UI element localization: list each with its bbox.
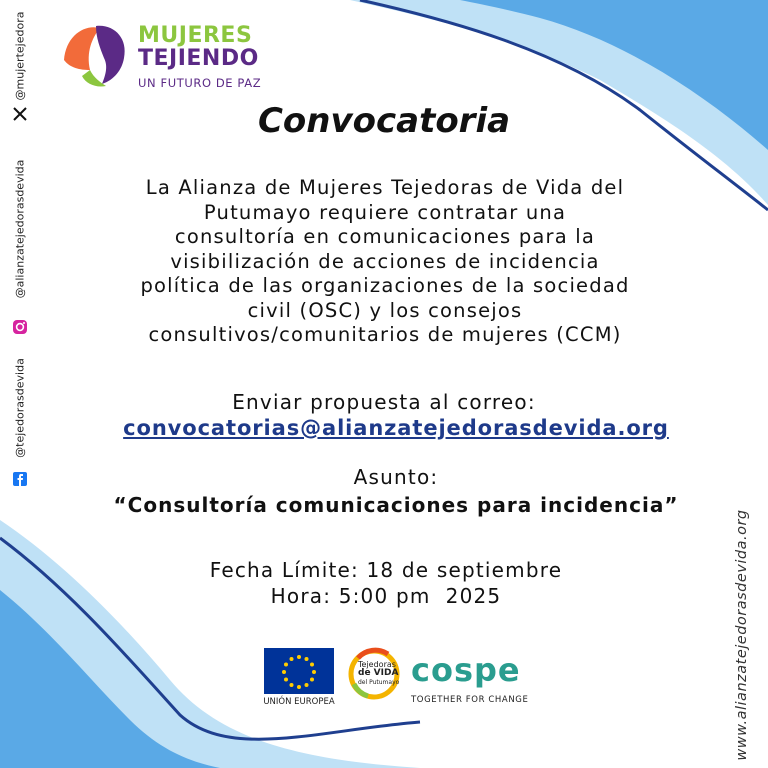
tejedoras-line-3: del Putumayo: [358, 679, 400, 686]
tejedoras-text: [358, 660, 402, 687]
eu-flag-icon: [264, 648, 334, 694]
cospe-tagline: TOGETHER FOR CHANGE: [411, 695, 529, 705]
logo-line-1: MUJERES: [138, 23, 253, 48]
eu-stars-icon: [264, 648, 334, 694]
description: [60, 176, 710, 348]
instagram-handle: @alianzatejedorasdevida: [13, 159, 27, 299]
description-line: consultivos/comunitarios de mujeres (CCM): [148, 323, 622, 346]
send-label: Enviar propuesta al correo:: [232, 390, 536, 414]
website-url[interactable]: www.alianzatejedorasdevida.org: [734, 509, 750, 761]
page-title: Convocatoria: [257, 101, 511, 141]
description-line: La Alianza de Mujeres Tejedoras de Vida del: [145, 176, 625, 199]
deadline-block: [0, 557, 768, 609]
instagram-icon: [12, 319, 28, 335]
description-line: consultoría en comunicaciones para la: [174, 225, 596, 248]
subject-value: “Consultoría comunicaciones para incidencia”: [113, 493, 679, 517]
logo-tagline: UN FUTURO DE PAZ: [138, 76, 262, 90]
tejedoras-line-1: Tejedoras: [358, 660, 396, 669]
description-line: visibilización de acciones de incidencia: [170, 249, 600, 273]
tejedoras-line-2: de VIDA: [358, 668, 399, 678]
twitter-handle: @mujertejedora: [13, 11, 27, 101]
description-line: política de las organizaciones de la sociedad: [140, 274, 630, 297]
subject-label: Asunto:: [353, 465, 439, 489]
logo-title: [138, 24, 259, 70]
eu-label: UNIÓN EUROPEA: [263, 697, 335, 707]
deadline-time: Hora: 5:00 pm 2025: [270, 584, 502, 608]
facebook-handle: @tejedorasdevida: [13, 358, 27, 458]
cospe-logo: cospe: [411, 651, 521, 689]
mujeres-tejiendo-logo-icon: [56, 18, 134, 90]
logo-line-2: TEJIENDO: [138, 46, 259, 71]
deadline-date: Fecha Límite: 18 de septiembre: [209, 558, 563, 582]
description-line: Putumayo requiere contratar una: [203, 200, 567, 224]
tejedoras-de-vida-logo: [348, 646, 404, 706]
description-line: civil (OSC) y los consejos: [247, 298, 523, 322]
email-link[interactable]: convocatorias@alianzatejedorasdevida.org: [123, 416, 669, 440]
